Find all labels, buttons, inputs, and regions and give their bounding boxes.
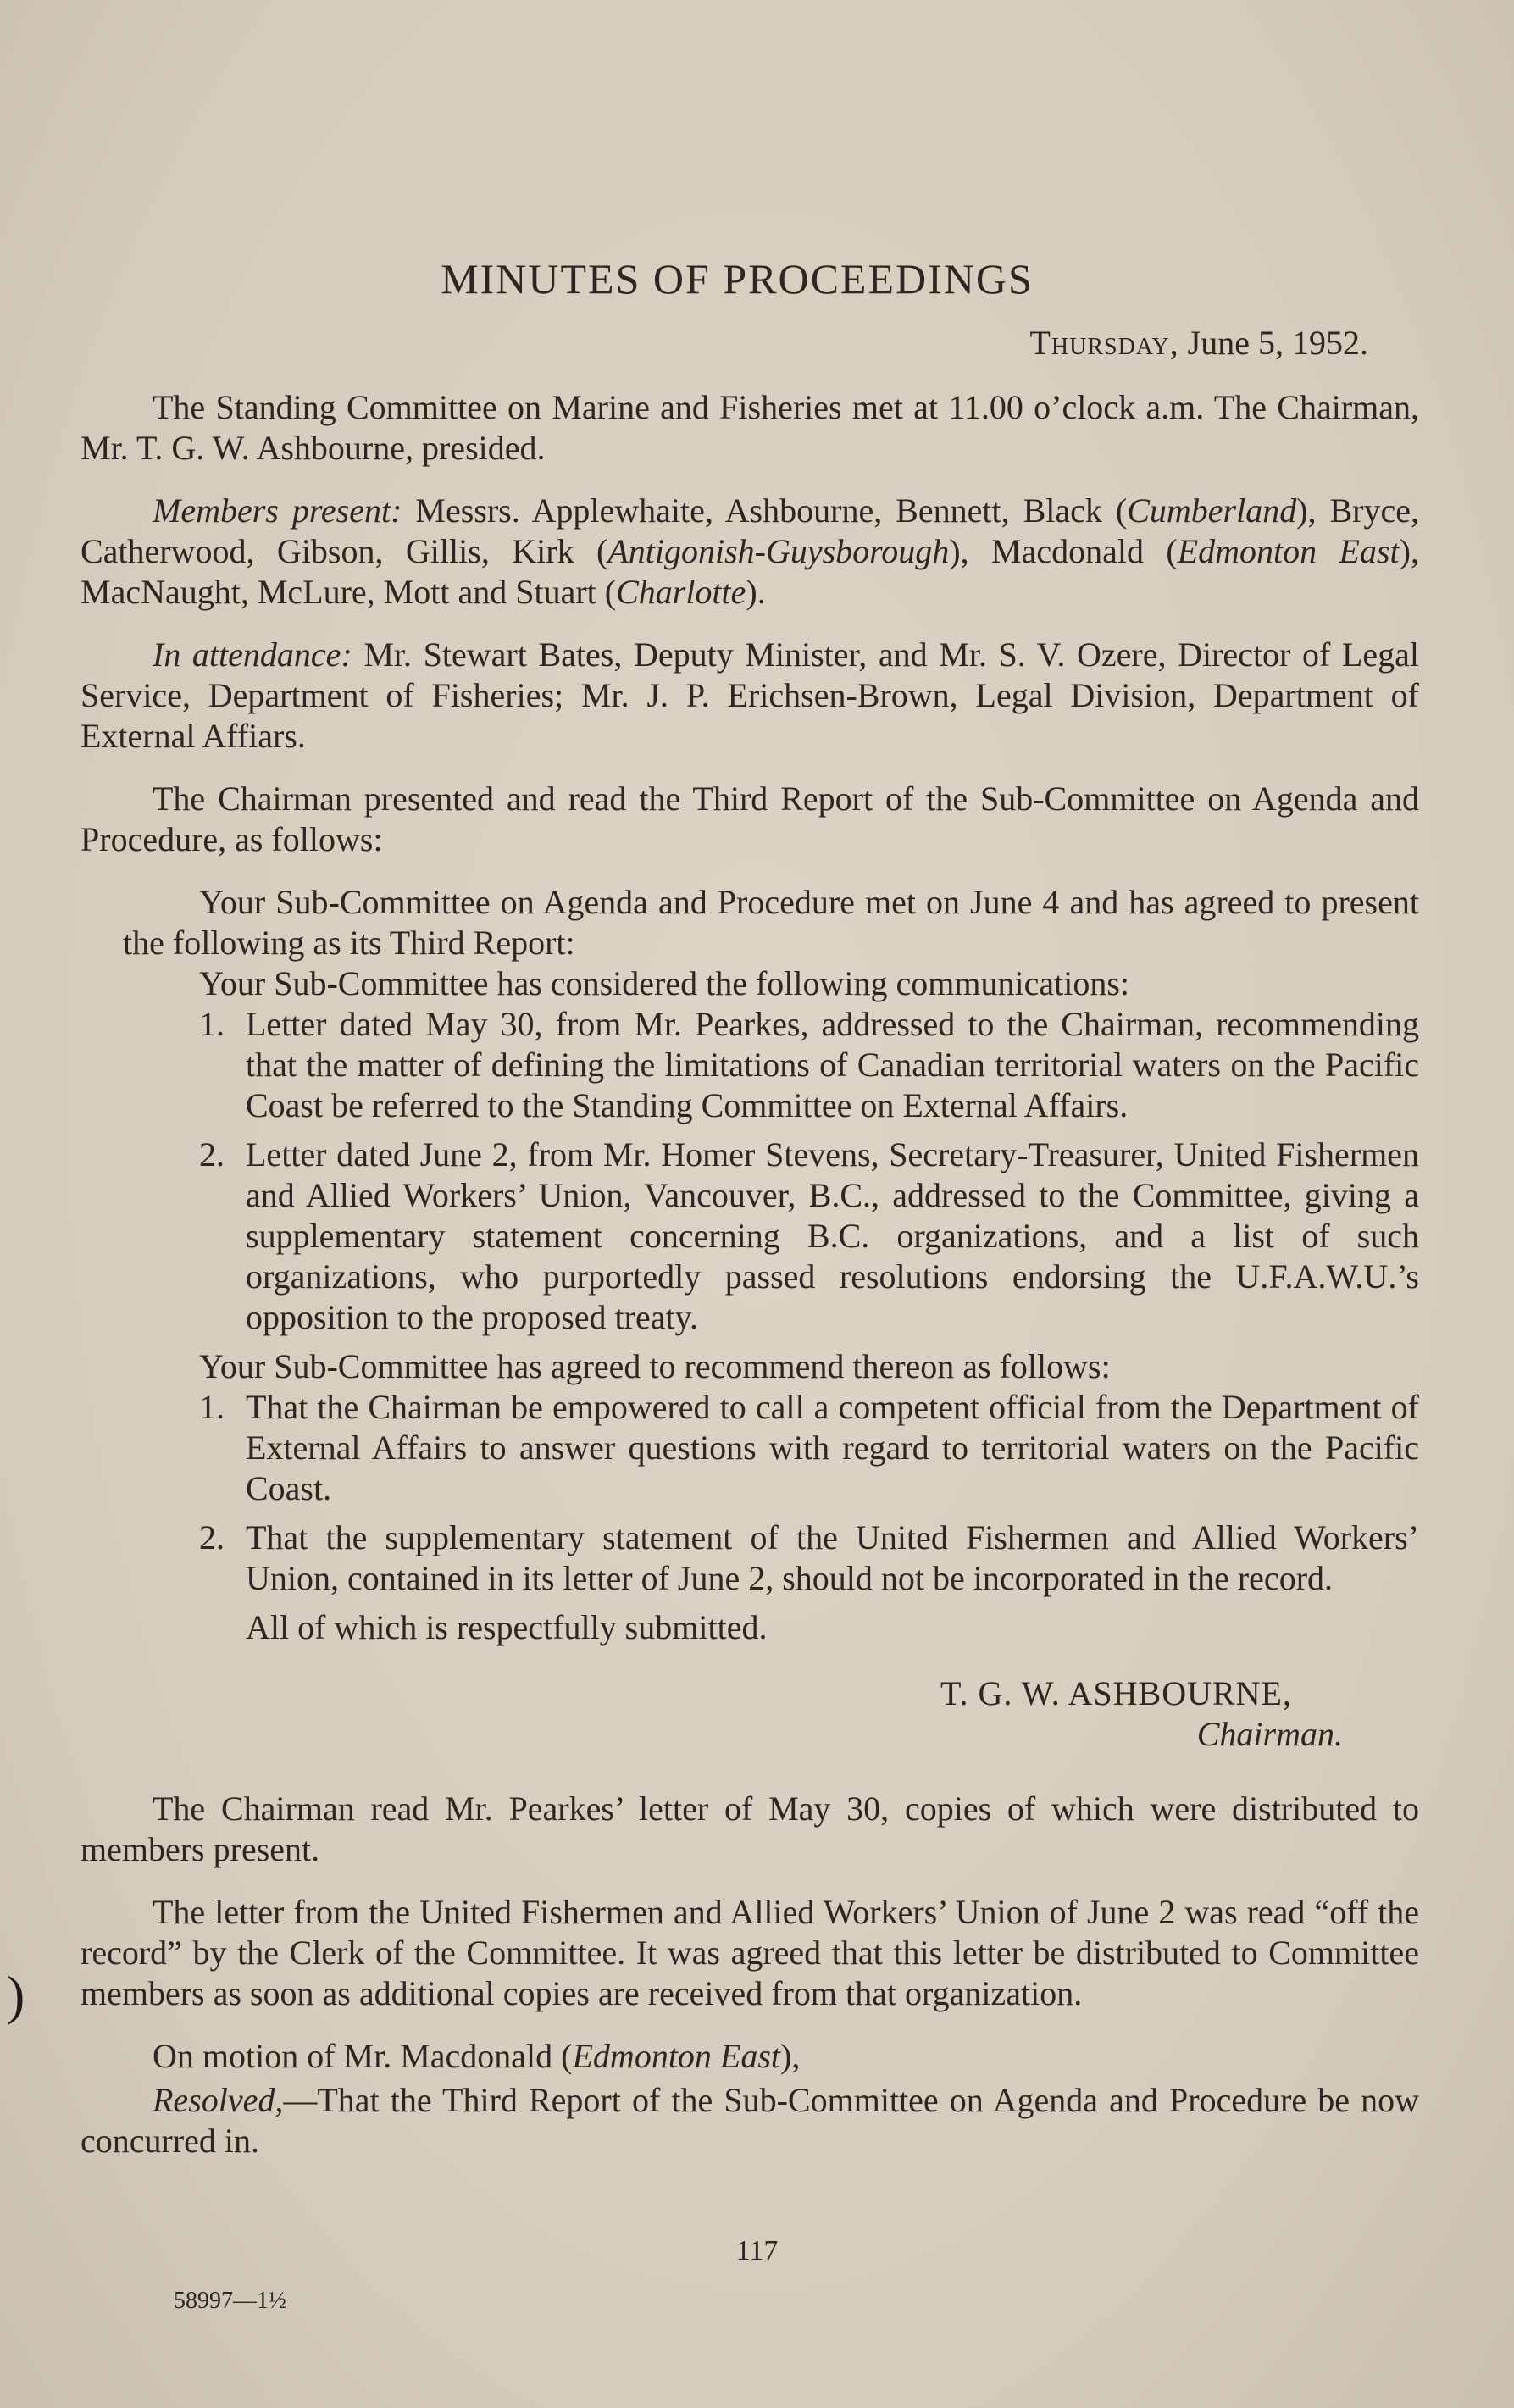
list-text: Letter dated May 30, from Mr. Pearkes, addressed to the Chairman, recommending that the matter of defining the limitations of Canadian territorial waters on the Pacific Coast be referred to the Standing Committee on External Affairs. xyxy=(246,1005,1419,1124)
page-title: MINUTES OF PROCEEDINGS xyxy=(441,255,1034,302)
meeting-day: Thursday, xyxy=(1029,324,1179,362)
motion-riding: Edmonton East xyxy=(572,2037,781,2075)
print-code: 58997—1½ xyxy=(174,2288,286,2314)
resolved-label: Resolved, xyxy=(153,2081,284,2119)
resolved-text: —That the Third Report of the Sub-Committee on Agenda and Procedure be now concurred in. xyxy=(80,2081,1419,2160)
riding-edmonton: Edmonton East xyxy=(1177,532,1400,570)
attendance-label: In attendance: xyxy=(153,635,352,674)
list-number: 1. xyxy=(199,1005,225,1043)
members-label: Members present: xyxy=(153,491,402,530)
opening-paragraph: The Standing Committee on Marine and Fisheries met at 11.00 o’clock a.m. The Chairman, Mr. T. G. W. Ashbourne, presided. xyxy=(80,388,1419,467)
page-number: 117 xyxy=(735,2235,779,2267)
after-paragraph-1: The Chairman read Mr. Pearkes’ letter of May 30, copies of which were distributed to members present. xyxy=(80,1789,1419,1868)
after-paragraph-2: The letter from the United Fishermen and Allied Workers’ Union of June 2 was read “off the record” by the Clerk of the Committee. It was agreed that this letter be distributed to Committee members as soon as additional copies are received from that organization. xyxy=(80,1893,1419,2012)
riding-charlotte: Charlotte xyxy=(616,573,746,611)
report-intro: The Chairman presented and read the Third Report of the Sub-Committee on Agenda and Procedure, as follows: xyxy=(80,780,1419,858)
report-block xyxy=(80,882,1419,1648)
list-text: That the Chairman be empowered to call a competent official from the Department of External Affairs to answer questions with regard to territorial waters on the Pacific Coast. xyxy=(246,1388,1419,1507)
communications-list xyxy=(199,1004,1419,1338)
list-number: 1. xyxy=(199,1388,225,1426)
motion-end: ), xyxy=(780,2037,801,2075)
members-text-2: ), Bryce, Catherwood, Gibson, Gillis, Kirk ( xyxy=(80,491,1419,570)
riding-antigonish: Antigonish-Guysborough xyxy=(607,532,950,570)
members-text-3: ), Macdonald ( xyxy=(949,532,1178,570)
report-p2: Your Sub-Committee has considered the following communications: xyxy=(199,964,1130,1002)
list-number: 2. xyxy=(199,1135,225,1173)
signature-role: Chairman. xyxy=(1196,1715,1343,1753)
list-item xyxy=(199,1517,1419,1599)
report-p1: Your Sub-Committee on Agenda and Procedure met on June 4 and has agreed to present the following as its Third Report: xyxy=(123,883,1419,962)
motion-text: On motion of Mr. Macdonald ( xyxy=(153,2037,573,2075)
resolution-paragraph xyxy=(80,2080,1419,2161)
riding-cumberland: Cumberland xyxy=(1127,491,1297,530)
members-text-5: ). xyxy=(746,573,766,611)
attendance-text: Mr. Stewart Bates, Deputy Minister, and Mr. S. V. Ozere, Director of Legal Service, Department of Fisheries; Mr. J. P. Erichsen-Brown, Legal Division, Department of External Affiars. xyxy=(80,635,1419,755)
signature: T. G. W. ASHBOURNE, xyxy=(940,1674,1292,1712)
edge-mark: ) xyxy=(7,1965,25,2025)
meeting-date-rest: June 5, 1952. xyxy=(1187,324,1368,362)
list-text: That the supplementary statement of the United Fishermen and Allied Workers’ Union, contained in its letter of June 2, should not be incorporated in the record. xyxy=(246,1518,1419,1597)
list-number: 2. xyxy=(199,1518,225,1556)
recommendations-list xyxy=(199,1387,1419,1599)
members-text-4: ), MacNaught, McLure, Mott and Stuart ( xyxy=(80,532,1419,611)
list-item xyxy=(199,1387,1419,1509)
report-closing: All of which is respectfully submitted. xyxy=(246,1608,768,1646)
motion-paragraph xyxy=(80,2036,1419,2077)
page-content xyxy=(80,255,1419,2183)
report-p3: Your Sub-Committee has agreed to recommend thereon as follows: xyxy=(199,1347,1111,1385)
list-item xyxy=(199,1135,1419,1338)
list-item xyxy=(199,1004,1419,1126)
attendance-paragraph xyxy=(80,635,1419,757)
members-text-1: Messrs. Applewhaite, Ashbourne, Bennett, Black ( xyxy=(402,491,1128,530)
members-present xyxy=(80,491,1419,613)
meeting-date xyxy=(80,323,1419,363)
list-text: Letter dated June 2, from Mr. Homer Stevens, Secretary-Treasurer, United Fishermen and Allied Workers’ Union, Vancouver, B.C., addressed to the Committee, giving a supplementary statement concerning B.C. organizations, and a list of such organizations, who purportedly passed resolutions endorsing the U.F.A.W.U.’s opposition to the proposed treaty. xyxy=(246,1135,1419,1336)
